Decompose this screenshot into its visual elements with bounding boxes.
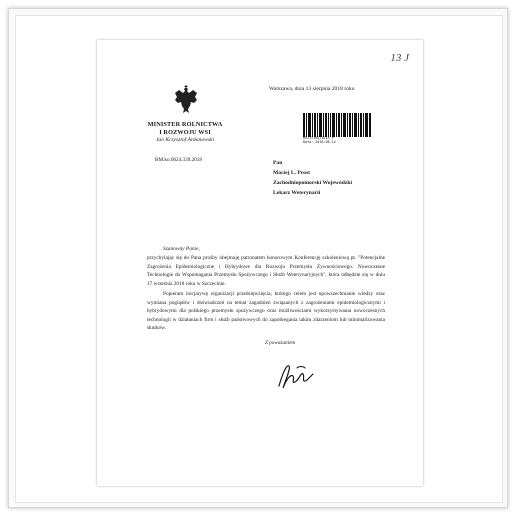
recipient-address	[273, 158, 352, 198]
recipient-line2: Maciej L. Prost	[273, 170, 311, 176]
barcode-line2: Data: 2018-08-14	[303, 140, 336, 145]
recipient-line1: Pan	[273, 160, 283, 166]
recipient-line4: Lekarz Weterynarii	[273, 190, 321, 196]
reference-number: BM.ko.0624.339.2018	[155, 157, 202, 163]
barcode-icon	[303, 113, 371, 137]
closing: Z poważaniem	[265, 340, 296, 346]
letter-page	[97, 40, 423, 486]
minister-title	[127, 121, 243, 136]
paragraph-2: Popieram inicjatywę organizacji przedsięwzięcia, którego celem jest upowszechnianie wiedzy oraz wymiana poglądów i doświadczeń na temat zagadnień związanych z zagrożeniami epidemiologicznymi i hybrydowymi dla polskiego przemysłu spożywczego oraz możliwościami wykorzystywania nowoczesnych technologii w działaniach firm i służb państwowych do zapobiegania takim zdarzeniom lub minimalizowania skutków.	[147, 291, 385, 332]
barcode-line1: RRJ7X104/2018 P	[303, 136, 334, 140]
letter-body	[147, 254, 385, 335]
paragraph-1: przychylając się do Pana prośby obejmuję patronatem honorowym Konferencję szkoleniową pt. "Potencjalne Zagrożenia Epidemiologiczne i Hybrydowe dla Rozwoju Przemysłu Żywnościowego. Nowoczesne Technologie do Wspomagania Przemysłu Spożywczego i Służb Weterynaryjnych", która odbędzie się w dniu 17 września 2018 roku w Szczecinie.	[147, 255, 385, 287]
eagle-emblem-icon	[173, 84, 199, 116]
handwritten-mark: 13 J	[390, 52, 409, 64]
recipient-line3: Zachodniopomorski Wojewódzki	[273, 180, 353, 186]
minister-title-line1: MINISTER ROLNICTWA	[147, 121, 223, 128]
minister-name: Jan Krzysztof Ardanowski	[155, 137, 215, 143]
minister-title-line2: I ROZWOJU WSI	[159, 128, 211, 136]
salutation: Szanowny Panie,	[163, 246, 200, 252]
place-date: Warszawa, dnia 13 sierpnia 2018 roku	[269, 86, 355, 92]
barcode-text	[303, 136, 336, 144]
signature-icon	[273, 358, 315, 392]
